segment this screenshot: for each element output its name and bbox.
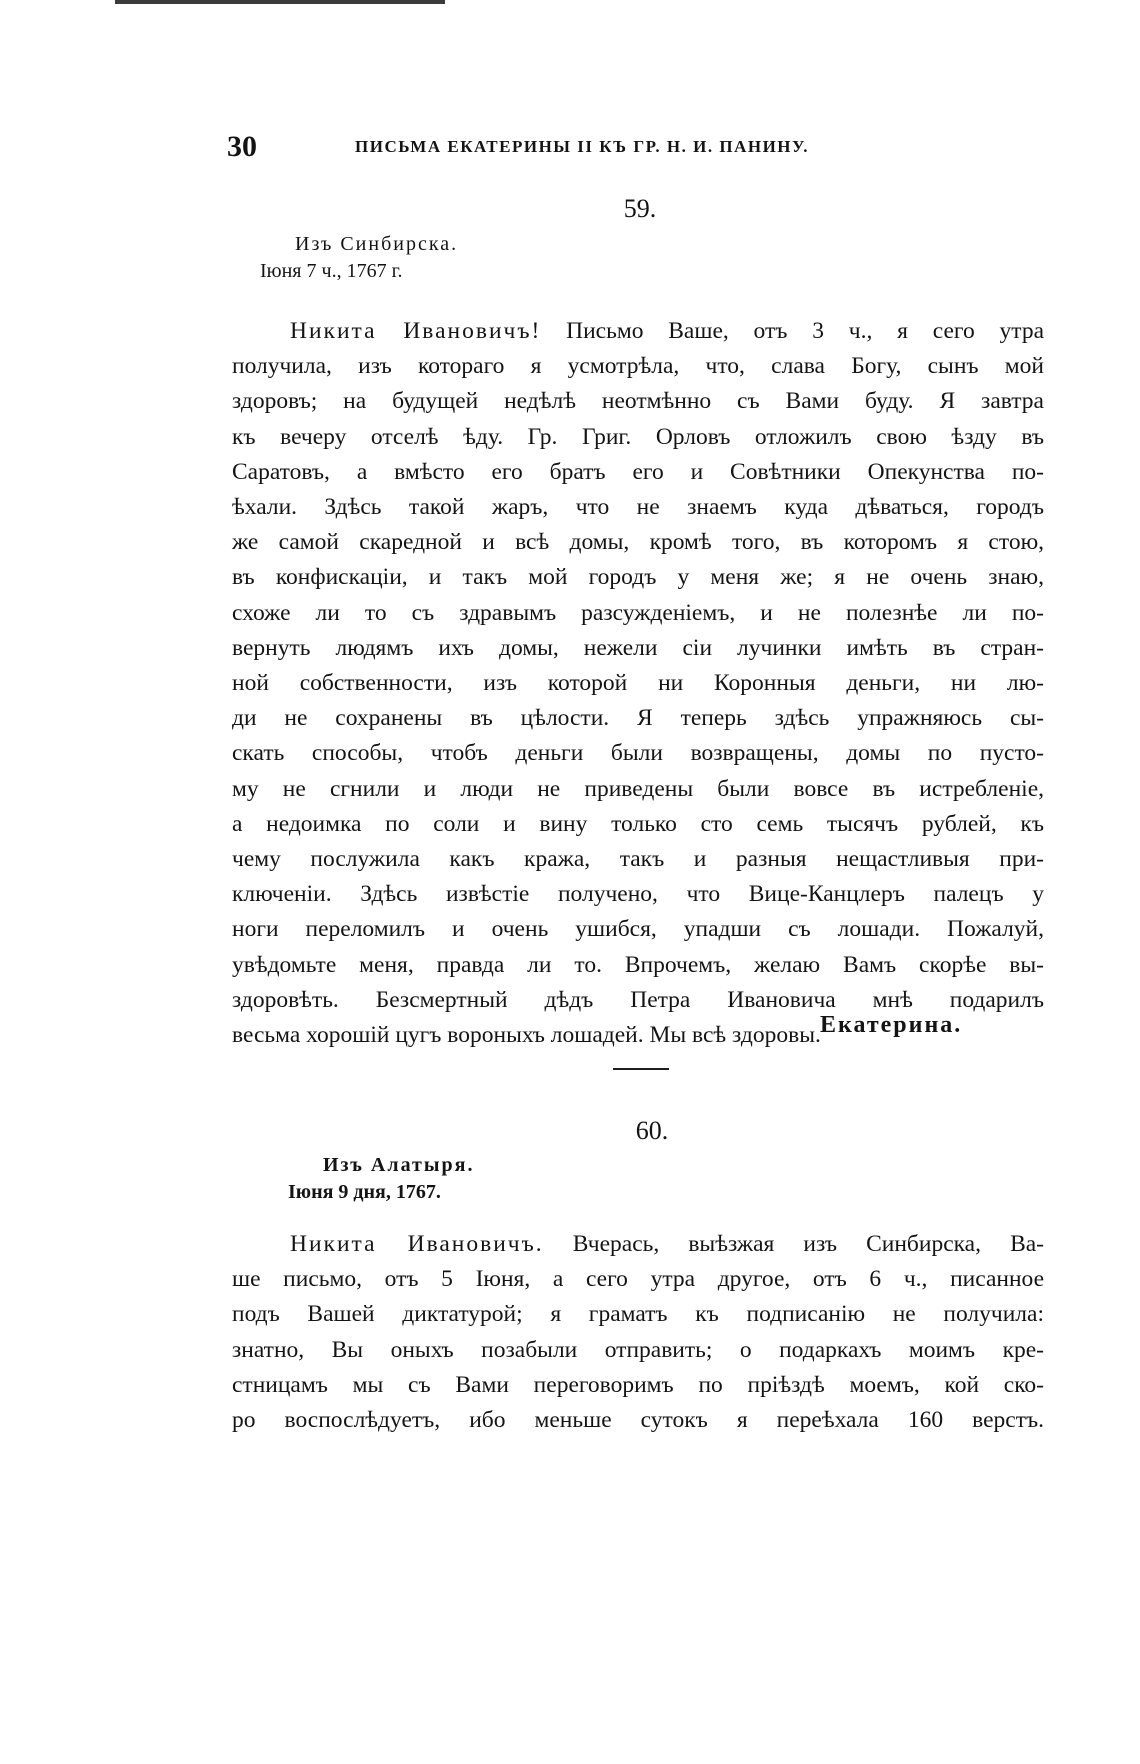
origin-place: Изъ Алатыря. xyxy=(323,1154,475,1176)
text-line: знатно, Вы оныхъ позабыли отправить; о подаркахъ моимъ кре- xyxy=(232,1336,1044,1363)
text-line: здоровъ; на будущей недѣлѣ неотмѣнно съ Вами буду. Я завтра xyxy=(232,388,1044,415)
text-line: получила, изъ котораго я усмотрѣла, что, слава Богу, сынъ мой xyxy=(232,353,1044,380)
text-line: Никита Ивановичъ! Письмо Ваше, отъ 3 ч., я сего утра xyxy=(290,318,1045,344)
text-line: стницамъ мы съ Вами переговоримъ по прiѣздѣ моемъ, кой ско- xyxy=(232,1371,1044,1398)
letter-body xyxy=(232,1227,1044,1438)
letter-body xyxy=(232,314,1044,1053)
letter-number: 60. xyxy=(635,1116,669,1145)
origin-place: Изъ Синбирска. xyxy=(295,233,459,255)
running-head xyxy=(227,130,907,170)
text-line: ключенiи. Здѣсь извѣстiе получено, что Вице-Канцлеръ палецъ у xyxy=(232,881,1044,908)
text-line: къ вечеру отселѣ ѣду. Гр. Григ. Орловъ отложилъ свою ѣзду въ xyxy=(232,423,1044,450)
text-line: же самой скаредной и всѣ домы, кромѣ того, въ которомъ я стою, xyxy=(232,529,1044,556)
text-line: подъ Вашей диктатурой; я граматъ къ подписанiю не получила: xyxy=(232,1301,1044,1328)
text-line: му не сгнили и люди не приведены были вовсе въ истребленiе, xyxy=(232,775,1044,802)
origin-date: Iюня 7 ч., 1767 г. xyxy=(260,260,403,282)
text-line: ѣхали. Здѣсь такой жаръ, что не знаемъ куда дѣваться, городъ xyxy=(232,494,1044,521)
text-line: ро воспослѣдуетъ, ибо меньше сутокъ я переѣхала 160 верстъ. xyxy=(232,1407,1044,1434)
page-number: 30 xyxy=(227,130,257,163)
text-line: Саратовъ, а вмѣсто его братъ его и Совѣтники Опекунства по- xyxy=(232,458,1044,485)
salutation: Никита Ивановичъ. xyxy=(290,1231,544,1257)
text-line: въ конфискацiи, и такъ мой городъ у меня же; я не очень знаю, xyxy=(232,564,1044,591)
text-line: чему послужила какъ кража, такъ и разныя нещастливыя при- xyxy=(232,846,1044,873)
letter-origin xyxy=(260,231,458,285)
text-line: вернуть людямъ ихъ домы, нежели сiи лучинки имѣть въ стран- xyxy=(232,634,1044,661)
text-line: ше письмо, отъ 5 Iюня, а сего утра другое, отъ 6 ч., писанное xyxy=(232,1266,1044,1293)
text-line: скать способы, чтобъ деньги были возвращены, домы по пусто- xyxy=(232,740,1044,767)
salutation: Никита Ивановичъ! xyxy=(290,318,542,344)
signature: Екатерина. xyxy=(820,1012,963,1038)
text-line: ноги переломилъ и очень ушибся, упадши съ лошади. Пожалуй, xyxy=(232,916,1044,943)
text-line: Никита Ивановичъ. Вчерась, выѣзжая изъ Синбирска, Ва- xyxy=(290,1231,1044,1257)
text-line: ной собственности, изъ которой ни Коронныя деньги, ни лю- xyxy=(232,670,1044,697)
letter-number: 59. xyxy=(623,194,657,223)
text-line: ди не сохранены въ цѣлости. Я теперь здѣсь упражняюсь сы- xyxy=(232,705,1044,732)
text-line: а недоимка по соли и вину только сто семь тысячъ рублей, къ xyxy=(232,810,1044,837)
top-edge-rule xyxy=(115,0,445,4)
letter-origin xyxy=(288,1152,474,1206)
running-title: ПИСЬМА ЕКАТЕРИНЫ II КЪ ГР. Н. И. ПАНИНУ. xyxy=(355,137,809,156)
text-line: весьма хорошiй цугъ вороныхъ лошадей. Мы всѣ здоровы. xyxy=(232,1022,821,1049)
text-line: увѣдомьте меня, правда ли то. Впрочемъ, желаю Вамъ скорѣе вы- xyxy=(232,951,1044,978)
text-line: схоже ли то съ здравымъ разсужденiемъ, и не полезнѣе ли по- xyxy=(232,599,1044,626)
text-line: здоровѣть. Безсмертный дѣдъ Петра Ивановича мнѣ подарилъ xyxy=(232,986,1044,1013)
section-separator xyxy=(613,1068,669,1070)
origin-date: Iюня 9 дня, 1767. xyxy=(288,1181,441,1203)
